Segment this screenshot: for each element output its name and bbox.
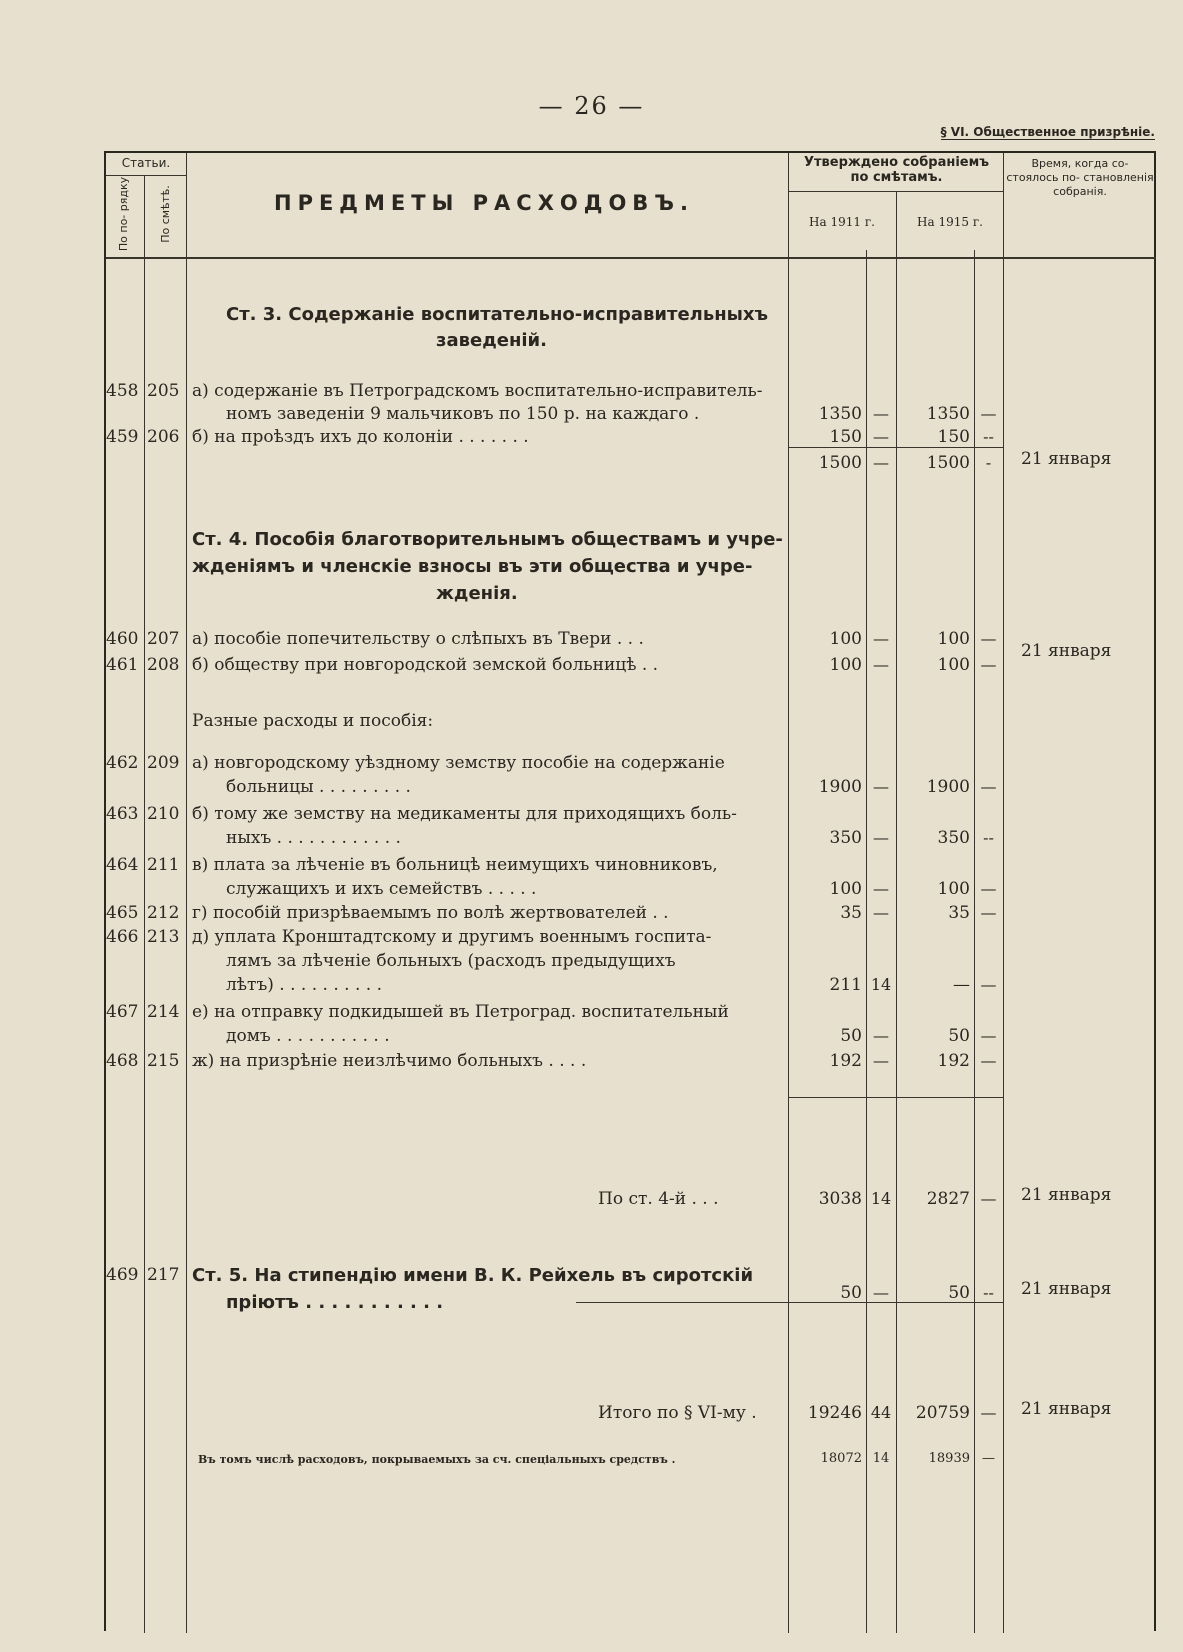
row-465-n2: 212: [147, 903, 180, 923]
art3-title: Ст. 3. Содержаніе воспитательно-исправительныхъ: [226, 304, 769, 325]
row-468-n1: 468: [106, 1051, 139, 1071]
row-461-n2: 208: [147, 655, 180, 675]
row-462-1915-kop: —: [980, 777, 997, 796]
row-469-n2: 217: [147, 1265, 180, 1285]
budget-table: [104, 151, 1156, 1631]
row-459-text: б) на проѣздъ ихъ до колоніи . . . . . . .: [192, 427, 529, 447]
row-460-n2: 207: [147, 629, 180, 649]
row-462-n2: 209: [147, 753, 180, 773]
art4-title-1: Ст. 4. Пособія благотворительнымъ обществамъ и учре-: [192, 529, 783, 550]
header-1911: На 1911 г.: [809, 215, 875, 229]
row-461-1915-kop: —: [980, 655, 997, 674]
row-466-n1: 466: [106, 927, 139, 947]
row-464-n2: 211: [147, 855, 180, 875]
row-463-n1: 463: [106, 804, 139, 824]
row-466-1915: —: [953, 975, 970, 995]
art3-title-2: заведеній.: [436, 330, 548, 351]
row-463-text-2: ныхъ . . . . . . . . . . . .: [226, 828, 401, 848]
art4-total-1911: 3038: [818, 1189, 862, 1209]
row-466-1915-kop: —: [980, 975, 997, 994]
row-466-n2: 213: [147, 927, 180, 947]
row-469-n1: 469: [106, 1265, 139, 1285]
row-460-1915: 100: [937, 629, 970, 649]
header-po-smete: По смѣтѣ.: [159, 185, 172, 243]
grand-total-1911: 19246: [807, 1403, 862, 1423]
row-464-1911: 100: [829, 879, 862, 899]
row-467-1915: 50: [948, 1026, 970, 1046]
row-459-n1: 459: [106, 427, 139, 447]
row-462-1911-kop: —: [873, 777, 889, 796]
row-461-n1: 461: [106, 655, 139, 675]
row-458-1915-kop: —: [980, 404, 997, 423]
art3-total-1911: 1500: [818, 453, 862, 473]
row-464-n1: 464: [106, 855, 139, 875]
header-approved: Утверждено собраніемъ по смѣтамъ.: [803, 155, 990, 185]
art4-total-1915: 2827: [926, 1189, 970, 1209]
art4-title-2: жденіямъ и членскіе взносы въ эти общества и учре-: [192, 556, 753, 577]
row-465-text: г) пособій призрѣваемымъ по волѣ жертвователей . .: [192, 903, 669, 923]
row-467-1915-kop: —: [980, 1026, 997, 1045]
header-1915: На 1915 г.: [917, 215, 983, 229]
row-466-text: д) уплата Кронштадтскому и другимъ военнымъ госпита-: [192, 927, 712, 947]
row-462-1911: 1900: [818, 777, 862, 797]
row-464-1915-kop: —: [980, 879, 997, 898]
row-468-1911-kop: —: [873, 1051, 889, 1070]
row-467-text: е) на отправку подкидышей въ Петроград. воспитательный: [192, 1002, 729, 1022]
art4-total-1911-kop: 14: [870, 1189, 892, 1208]
art4-total-label: По ст. 4-й . . .: [598, 1189, 719, 1209]
row-463-1911: 350: [829, 828, 862, 848]
page-number: — 26 —: [538, 92, 645, 120]
row-463-text: б) тому же земству на медикаменты для приходящихъ боль-: [192, 804, 737, 824]
art3-total-1915-kop: -: [985, 453, 992, 472]
row-462-text-2: больницы . . . . . . . . .: [226, 777, 411, 797]
art5-1915: 50: [948, 1283, 970, 1303]
row-465-1915-kop: —: [980, 903, 997, 922]
row-461-1911: 100: [829, 655, 862, 675]
art4-title-3: жденія.: [436, 583, 518, 604]
row-461-1911-kop: —: [873, 655, 889, 674]
art3-total-1911-kop: —: [873, 453, 889, 472]
row-466-1911-kop: 14: [870, 975, 892, 994]
row-464-text: в) плата за лѣченіе въ больницѣ неимущихъ чиновниковъ,: [192, 855, 718, 875]
row-460-n1: 460: [106, 629, 139, 649]
row-466-text-3: лѣтъ) . . . . . . . . . .: [226, 975, 382, 995]
grand-total-1915: 20759: [915, 1403, 970, 1423]
row-460-text: а) пособіе попечительству о слѣпыхъ въ Твери . . .: [192, 629, 644, 649]
row-459-1911-kop: —: [873, 427, 889, 446]
art3-total-1915: 1500: [926, 453, 970, 473]
row-468-1915: 192: [937, 1051, 970, 1071]
row-460-1911-kop: —: [873, 629, 889, 648]
row-464-1915: 100: [937, 879, 970, 899]
row-459-1915-kop: --: [983, 427, 994, 446]
art5-date: 21 января: [1021, 1279, 1112, 1299]
art4-total-date: 21 января: [1021, 1185, 1112, 1205]
row-466-text-2: лямъ за лѣченіе больныхъ (расходъ предыдущихъ: [226, 951, 676, 971]
header-title: ПРЕДМЕТЫ РАСХОДОВЪ.: [274, 191, 695, 215]
special-1915-kop: —: [982, 1451, 995, 1466]
row-458-text-2: номъ заведеніи 9 мальчиковъ по 150 р. на каждаго .: [226, 404, 700, 424]
grand-total-date: 21 января: [1021, 1399, 1112, 1419]
row-458-n2: 205: [147, 381, 180, 401]
row-461-text: б) обществу при новгородской земской больницѣ . .: [192, 655, 659, 675]
section-heading: § VI. Общественное призрѣніе.: [940, 125, 1155, 139]
row-458-n1: 458: [106, 381, 139, 401]
row-465-n1: 465: [106, 903, 139, 923]
row-463-1911-kop: —: [873, 828, 889, 847]
special-funds-note: Въ томъ числѣ расходовъ, покрываемыхъ за сч. спеціальныхъ средствъ .: [198, 1453, 676, 1466]
row-462-text: а) новгородскому уѣздному земству пособіе на содержаніе: [192, 753, 725, 773]
row-458-1911: 1350: [818, 404, 862, 424]
special-1911-kop: 14: [872, 1451, 890, 1466]
row-463-1915: 350: [937, 828, 970, 848]
row-458-text: а) содержаніе въ Петроградскомъ воспитательно-исправитель-: [192, 381, 763, 401]
grand-total-1911-kop: 44: [870, 1403, 892, 1422]
art5-1915-kop: --: [983, 1283, 994, 1302]
art5-1911: 50: [840, 1283, 862, 1303]
header-po-poryadku: По по- рядку: [117, 176, 130, 252]
row-467-n2: 214: [147, 1002, 180, 1022]
row-467-text-2: домъ . . . . . . . . . . .: [226, 1026, 390, 1046]
row-464-text-2: служащихъ и ихъ семействъ . . . . .: [226, 879, 537, 899]
art4-date: 21 января: [1021, 641, 1112, 661]
row-462-n1: 462: [106, 753, 139, 773]
row-465-1911-kop: —: [873, 903, 889, 922]
row-467-1911-kop: —: [873, 1026, 889, 1045]
row-460-1915-kop: —: [980, 629, 997, 648]
row-458-1915: 1350: [926, 404, 970, 424]
misc-title: Разные расходы и пособія:: [192, 711, 434, 731]
art5-1911-kop: —: [873, 1283, 889, 1302]
row-460-1911: 100: [829, 629, 862, 649]
row-468-1911: 192: [829, 1051, 862, 1071]
row-468-1915-kop: —: [980, 1051, 997, 1070]
row-463-n2: 210: [147, 804, 180, 824]
row-465-1915: 35: [948, 903, 970, 923]
row-462-1915: 1900: [926, 777, 970, 797]
art3-date: 21 января: [1021, 449, 1112, 469]
row-459-1915: 150: [937, 427, 970, 447]
header-time: Время, когда со- стоялось по- становленія собранія.: [1006, 157, 1154, 198]
row-467-1911: 50: [840, 1026, 862, 1046]
art4-total-1915-kop: —: [980, 1189, 997, 1208]
row-466-1911: 211: [829, 975, 862, 995]
row-468-n2: 215: [147, 1051, 180, 1071]
grand-total-label: Итого по § VI-му .: [598, 1403, 757, 1423]
grand-total-1915-kop: —: [980, 1403, 997, 1422]
row-467-n1: 467: [106, 1002, 139, 1022]
header-statyi: Статьи.: [121, 156, 171, 170]
row-459-n2: 206: [147, 427, 180, 447]
row-459-1911: 150: [829, 427, 862, 447]
row-464-1911-kop: —: [873, 879, 889, 898]
row-468-text: ж) на призрѣніе неизлѣчимо больныхъ . . . .: [192, 1051, 587, 1071]
row-461-1915: 100: [937, 655, 970, 675]
row-458-1911-kop: —: [873, 404, 889, 423]
art5-title: Ст. 5. На стипендію имени В. К. Рейхель въ сиротскій: [192, 1265, 754, 1286]
row-463-1915-kop: --: [983, 828, 994, 847]
special-1911: 18072: [820, 1451, 862, 1466]
row-465-1911: 35: [840, 903, 862, 923]
art5-title-2: пріютъ . . . . . . . . . . .: [226, 1292, 444, 1313]
special-1915: 18939: [928, 1451, 970, 1466]
